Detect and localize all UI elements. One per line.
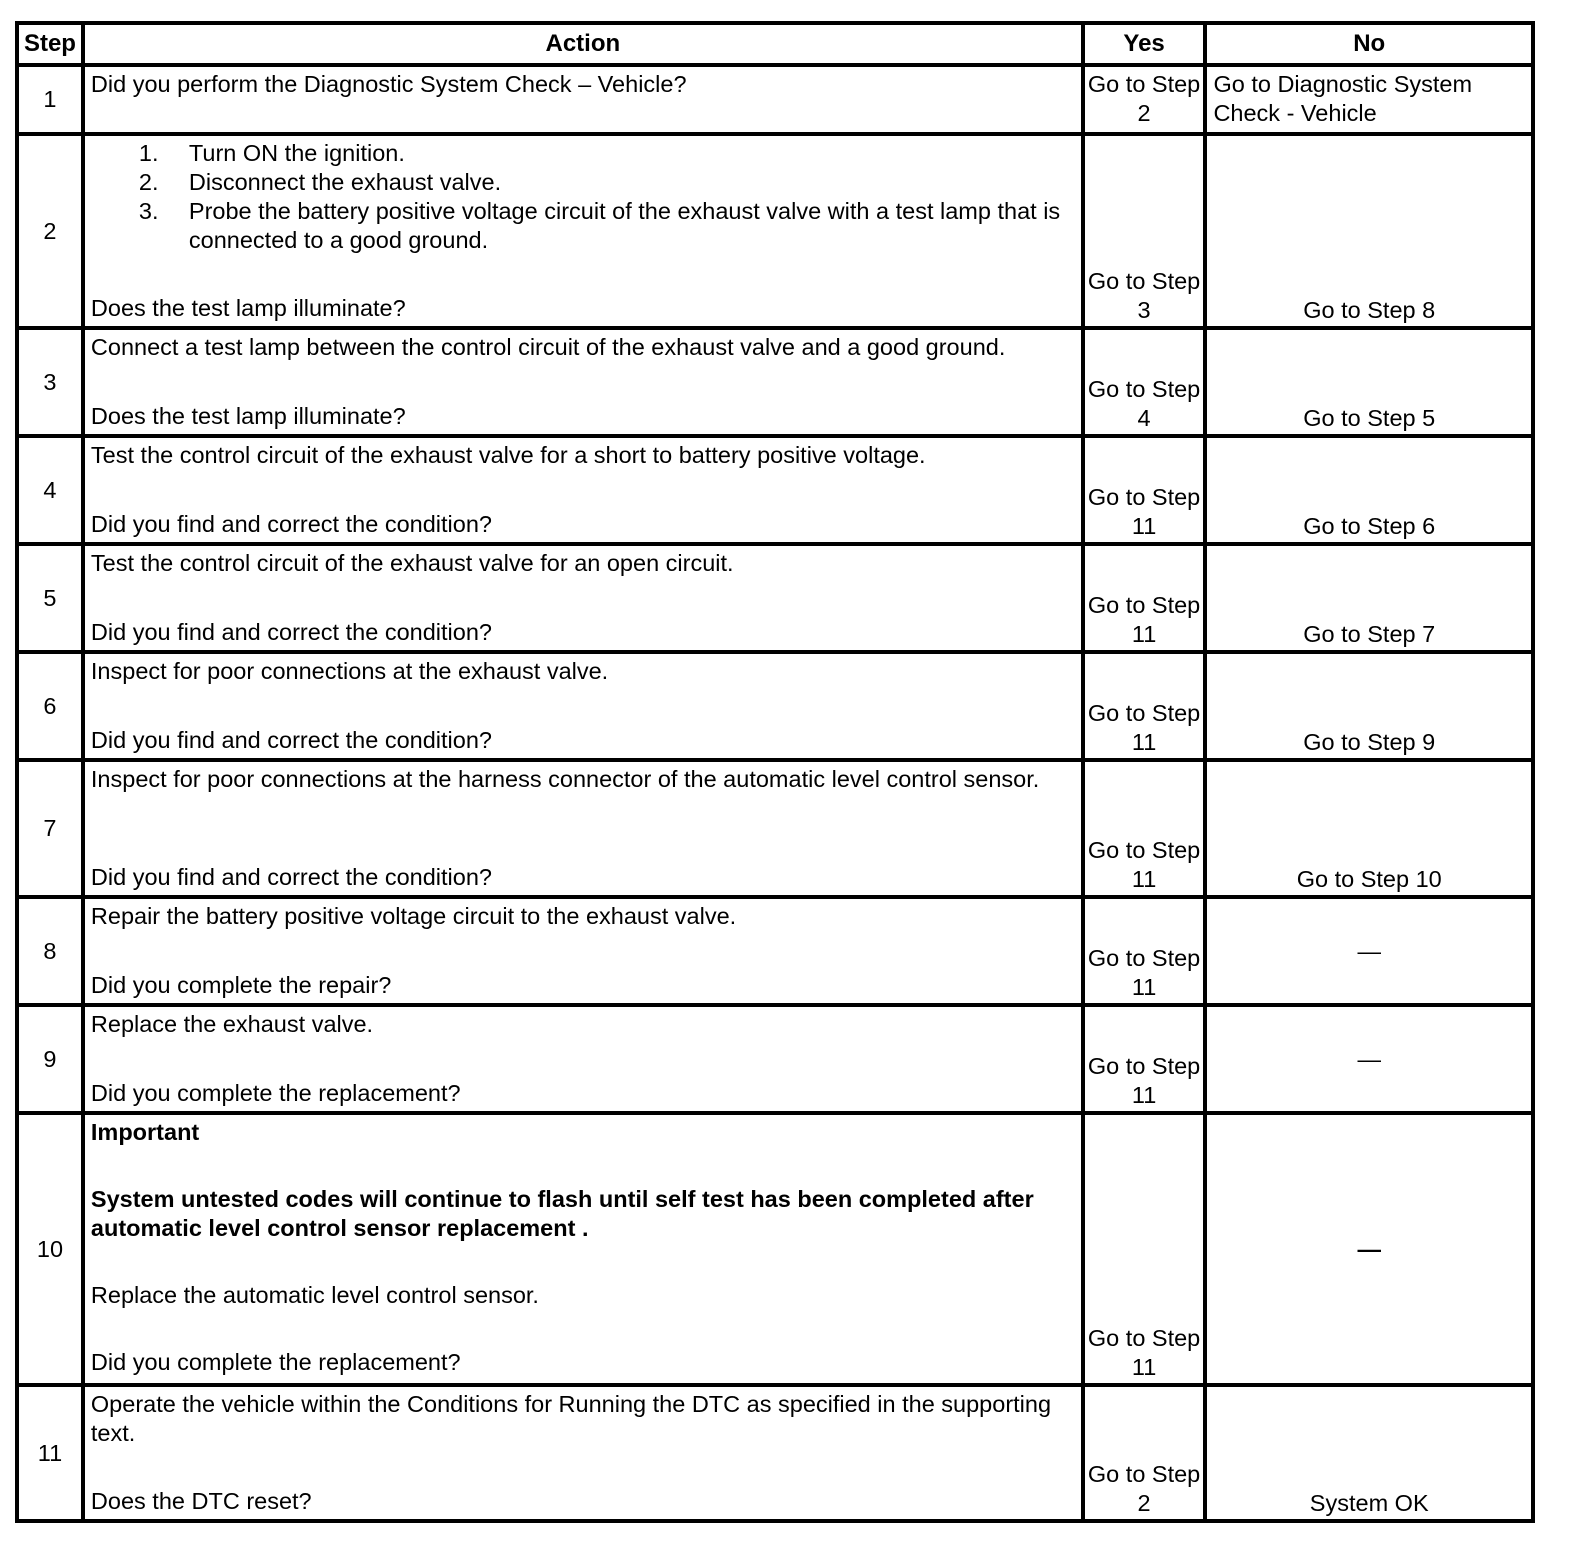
action-cell: [83, 897, 1083, 1005]
no-cell: —: [1205, 1005, 1533, 1113]
action-text: Operate the vehicle within the Conditions for Running the DTC as specified in the supporting text.: [90, 1391, 1052, 1446]
action-text: Test the control circuit of the exhaust valve for a short to battery positive voltage.: [90, 442, 926, 468]
action-question: Did you find and correct the condition?: [90, 619, 492, 645]
action-question: Did you find and correct the condition?: [90, 727, 492, 753]
step-number: 3: [17, 328, 83, 436]
action-text: Test the control circuit of the exhaust valve for an open circuit.: [90, 550, 734, 576]
step-number: 9: [17, 1005, 83, 1113]
action-cell: [83, 652, 1083, 760]
step-number: 11: [17, 1385, 83, 1521]
header-row: [17, 23, 1533, 65]
yes-cell: Go to Step 4: [1083, 328, 1206, 436]
step-number: 4: [17, 436, 83, 544]
table-row: [17, 760, 1533, 897]
header-action: Action: [83, 23, 1083, 65]
yes-cell: Go to Step 11: [1083, 1113, 1206, 1385]
action-text: Inspect for poor connections at the exhaust valve.: [90, 658, 609, 684]
no-cell: —: [1205, 897, 1533, 1005]
action-question: Did you complete the repair?: [90, 972, 392, 998]
yes-cell: Go to Step 11: [1083, 544, 1206, 652]
list-item: 3. Probe the battery positive voltage circuit of the exhaust valve with a test lamp that is connected to a good ground.: [138, 198, 1061, 253]
yes-cell: Go to Step 2: [1083, 65, 1206, 134]
step-number: 10: [17, 1113, 83, 1385]
step-number: 5: [17, 544, 83, 652]
no-cell: Go to Step 8: [1205, 134, 1533, 328]
action-text: Inspect for poor connections at the harness connector of the automatic level control sensor.: [90, 766, 1040, 792]
action-question: Does the test lamp illuminate?: [90, 403, 406, 429]
yes-cell: Go to Step 11: [1083, 1005, 1206, 1113]
action-question: Did you complete the replacement?: [90, 1080, 461, 1106]
step-number: 8: [17, 897, 83, 1005]
no-cell: Go to Step 7: [1205, 544, 1533, 652]
table-row: [17, 134, 1533, 328]
yes-cell: Go to Step 11: [1083, 760, 1206, 897]
diagnostic-table: [15, 21, 1535, 1523]
action-question: Did you complete the replacement?: [90, 1349, 461, 1375]
action-list: [91, 139, 1075, 255]
table-row: [17, 897, 1533, 1005]
action-cell: [83, 436, 1083, 544]
action-question: Does the DTC reset?: [90, 1488, 312, 1514]
action-text: Connect a test lamp between the control circuit of the exhaust valve and a good ground.: [90, 334, 1006, 360]
table-row: [17, 544, 1533, 652]
step-number: 1: [17, 65, 83, 134]
header-step: Step: [17, 23, 83, 65]
action-cell: [83, 1385, 1083, 1521]
table-row: [17, 328, 1533, 436]
yes-cell: Go to Step 11: [1083, 436, 1206, 544]
action-cell: [83, 544, 1083, 652]
important-label: Important: [90, 1119, 200, 1145]
table-row: [17, 65, 1533, 134]
no-cell: Go to Step 6: [1205, 436, 1533, 544]
table-row: [17, 1005, 1533, 1113]
no-cell: Go to Step 9: [1205, 652, 1533, 760]
action-cell: [83, 328, 1083, 436]
no-cell: —: [1205, 1113, 1533, 1385]
table-row: [17, 652, 1533, 760]
action-cell: [83, 760, 1083, 897]
action-question: Does the test lamp illuminate?: [90, 295, 406, 321]
step-number: 2: [17, 134, 83, 328]
no-cell: Go to Step 5: [1205, 328, 1533, 436]
action-text: Replace the exhaust valve.: [90, 1011, 374, 1037]
action-cell: [83, 134, 1083, 328]
no-cell: Go to Step 10: [1205, 760, 1533, 897]
step-number: 6: [17, 652, 83, 760]
action-cell: [83, 65, 1083, 134]
yes-cell: Go to Step 2: [1083, 1385, 1206, 1521]
table-row: [17, 1113, 1533, 1385]
step-number: 7: [17, 760, 83, 897]
table-row: [17, 1385, 1533, 1521]
no-cell: System OK: [1205, 1385, 1533, 1521]
header-yes: Yes: [1083, 23, 1206, 65]
header-no: No: [1205, 23, 1533, 65]
table-row: [17, 436, 1533, 544]
list-item: 1. Turn ON the ignition.: [138, 140, 405, 166]
action-question: Did you find and correct the condition?: [90, 864, 492, 890]
action-text: Repair the battery positive voltage circuit to the exhaust valve.: [90, 903, 737, 929]
action-cell: [83, 1113, 1083, 1385]
yes-cell: Go to Step 11: [1083, 897, 1206, 1005]
important-note: System untested codes will continue to flash until self test has been completed after automatic level control sensor replacement .: [90, 1186, 1034, 1241]
list-item: 2. Disconnect the exhaust valve.: [138, 169, 502, 195]
action-question: Did you find and correct the condition?: [90, 511, 492, 537]
yes-cell: Go to Step 11: [1083, 652, 1206, 760]
action-cell: [83, 1005, 1083, 1113]
yes-cell: Go to Step 3: [1083, 134, 1206, 328]
action-text: Replace the automatic level control sensor.: [90, 1282, 539, 1308]
action-question: Did you perform the Diagnostic System Check – Vehicle?: [90, 71, 687, 97]
no-cell: Go to Diagnostic System Check - Vehicle: [1205, 65, 1533, 134]
